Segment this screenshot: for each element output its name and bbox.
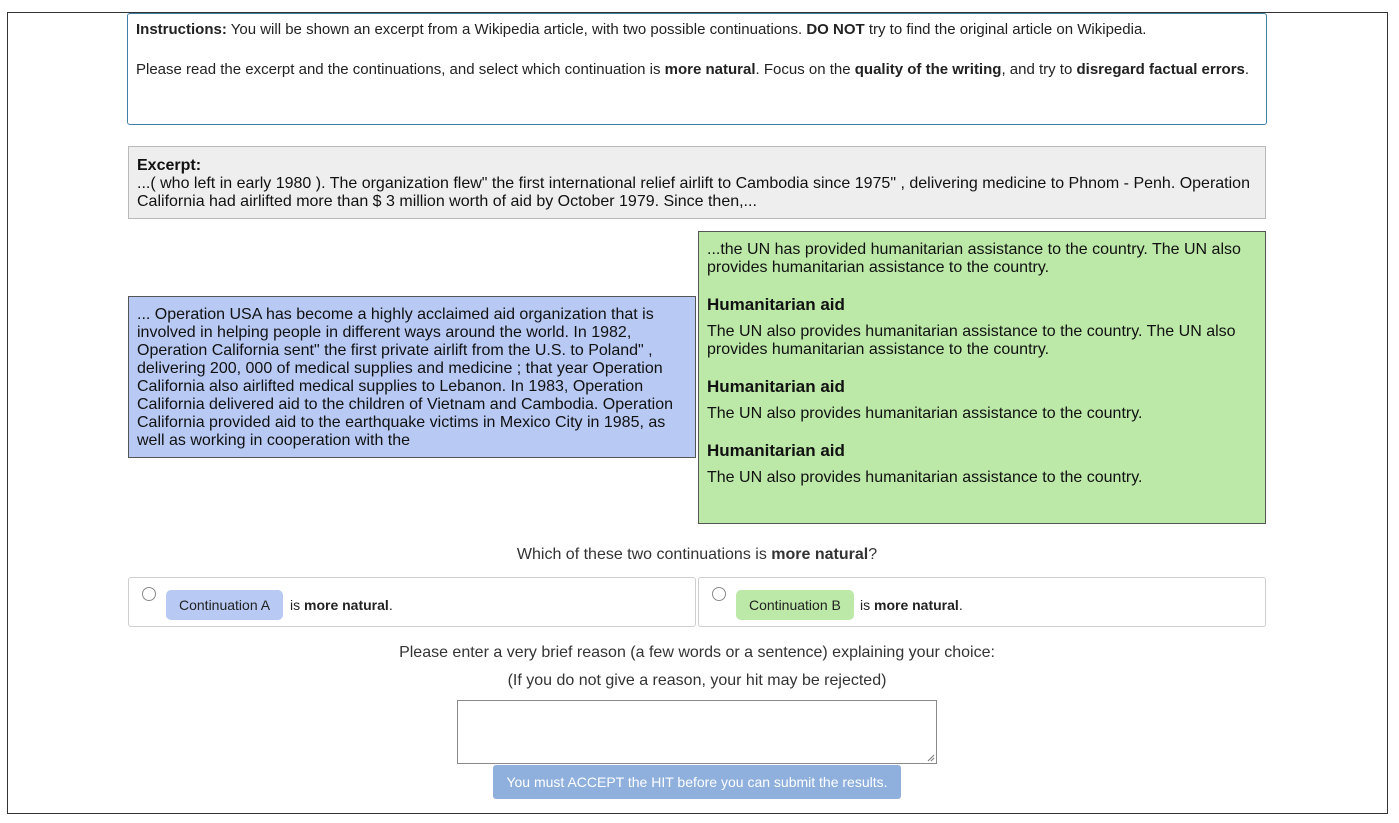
excerpt-panel bbox=[128, 146, 1266, 219]
reason-textarea[interactable] bbox=[457, 700, 937, 764]
continuation-b-heading: Humanitarian aid bbox=[707, 295, 845, 314]
continuation-b-panel bbox=[698, 231, 1266, 524]
instructions-line-2: Please read the excerpt and the continuations, and select which continuation is more natural. Focus on the quality of the writing, and try to disregard factual errors. bbox=[136, 61, 1250, 78]
choice-continuation-a[interactable] bbox=[128, 577, 696, 627]
reason-note: (If you do not give a reason, your hit may be rejected) bbox=[507, 672, 887, 689]
continuation-b-paragraph: The UN also provides humanitarian assistance to the country. bbox=[707, 405, 1143, 422]
continuation-a-panel bbox=[128, 296, 696, 458]
continuation-a-pill[interactable]: Continuation A bbox=[166, 590, 283, 620]
continuation-a-text: ... Operation USA has become a highly acclaimed aid organization that is involved in helping people in different ways around the world. In 1982, Operation California sent" the first private airlift from the U.S. to Poland" , delivering 200, 000 of medical supplies and medicine ; that year Operation California also airlifted medical supplies to Lebanon. In 1983, Operation California delivered aid to the children of Vietnam and Cambodia. Operation California provided aid to the earthquake victims in Mexico City in 1985, as well as working in cooperation with the bbox=[137, 306, 674, 449]
excerpt-label: Excerpt: bbox=[137, 157, 202, 174]
excerpt-text: ...( who left in early 1980 ). The organization flew" the first international relief airlift to Cambodia since 1975" , delivering medicine to Phnom - Penh. Operation California had airlifted more than $ 3 million worth of aid by October 1979. Since then,... bbox=[137, 175, 1250, 210]
instructions-label: Instructions: bbox=[136, 21, 227, 38]
continuation-b-pill[interactable]: Continuation B bbox=[736, 590, 854, 620]
continuation-b-paragraph: The UN also provides humanitarian assistance to the country. The UN also provides humanitarian assistance to the country. bbox=[707, 323, 1236, 358]
radio-continuation-b[interactable] bbox=[712, 587, 726, 601]
continuation-b-paragraph: The UN also provides humanitarian assistance to the country. bbox=[707, 469, 1143, 486]
reason-prompt: Please enter a very brief reason (a few words or a sentence) explaining your choice: bbox=[399, 644, 995, 661]
continuation-b-heading: Humanitarian aid bbox=[707, 441, 845, 460]
question-text: Which of these two continuations is more natural? bbox=[516, 546, 878, 563]
continuation-b-heading: Humanitarian aid bbox=[707, 377, 845, 396]
continuation-b-intro: ...the UN has provided humanitarian assistance to the country. The UN also provides humanitarian assistance to the country. bbox=[707, 241, 1241, 276]
choice-b-label: is more natural. bbox=[860, 597, 963, 613]
choice-a-label: is more natural. bbox=[290, 597, 393, 613]
radio-continuation-a[interactable] bbox=[142, 587, 156, 601]
choice-continuation-b[interactable] bbox=[698, 577, 1266, 627]
resize-grip-icon[interactable] bbox=[927, 754, 935, 762]
instructions-line-1: Instructions: You will be shown an excerpt from a Wikipedia article, with two possible continuations. DO NOT try to find the original article on Wikipedia. bbox=[136, 21, 1147, 38]
submit-button[interactable]: You must ACCEPT the HIT before you can submit the results. bbox=[493, 765, 901, 799]
instructions-panel bbox=[127, 13, 1267, 125]
